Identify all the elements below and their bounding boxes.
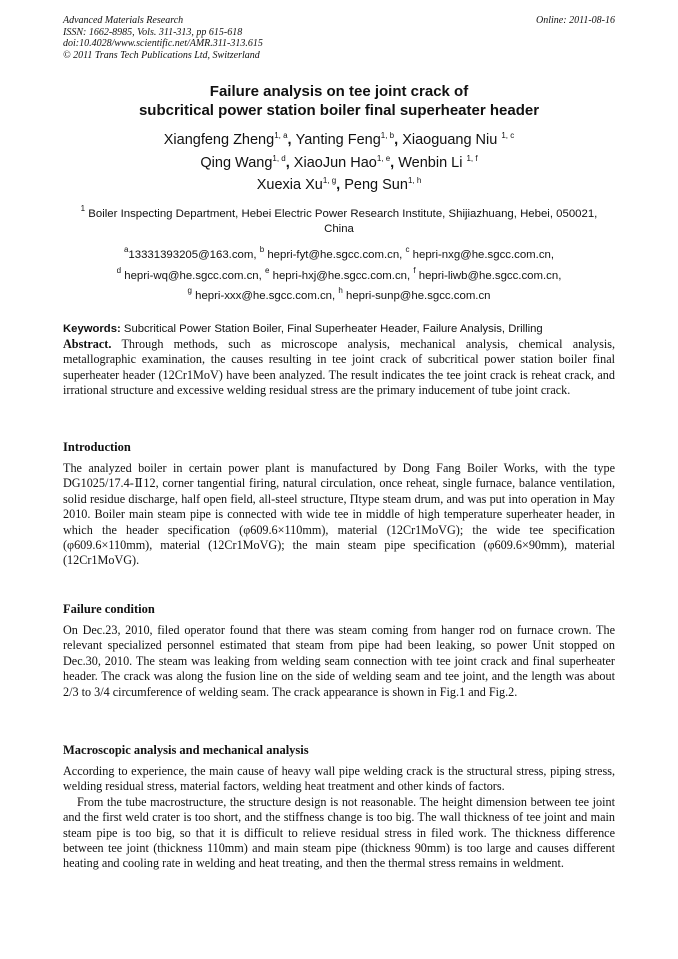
author-name: Xuexia Xu: [256, 177, 323, 193]
keywords-label: Keywords:: [63, 323, 121, 335]
email-sup: g: [187, 286, 192, 295]
section-heading-introduction: Introduction: [63, 440, 131, 454]
email-line-3: $^g$ hepri-xxx@he.sgcc.com.cn, $^h$ hepri-sunp@he.sgcc.com.cn: [187, 286, 491, 302]
author-line-3: Xuexia Xu$^{1, g}$, Peng Sun$^{1, h}$: [256, 176, 422, 193]
author-sup: 1, g: [322, 176, 337, 185]
introduction-text: The analyzed boiler in certain power plant is manufactured by Dong Fang Boiler Works, with the type DG1025/17.4-Ⅱ12, corner tangential firing, natural circulation, once reheat, single furnace, balance ventilation, solid residue discharge, half open field, all-steel structure, Πtype steam drum, and was put into operation in May 2010. Boiler main steam pipe is connected with wide tee in middle of high temperature superheater header, in which the header specification (φ609.6×110mm), material (12Cr1MoVG); the wide tee specification (φ609.6×110mm), material (12Cr1MoVG); the main steam pipe specification (φ609.6×90mm), material (12Cr1MoVG).: [63, 461, 615, 568]
abstract-label: Abstract.: [63, 337, 112, 351]
email-address[interactable]: hepri-liwb@he.sgcc.com.cn: [418, 269, 559, 282]
online-date: Online: 2011-08-16: [536, 15, 615, 26]
email-sup: b: [259, 245, 265, 254]
journal-doi[interactable]: doi:10.4028/www.scientific.net/AMR.311-313.615: [63, 38, 263, 50]
author-sup: 1, h: [407, 176, 422, 185]
section-heading-macro: Macroscopic analysis and mechanical analysis: [63, 743, 309, 757]
author-list: [40, 129, 638, 197]
keywords: [63, 322, 623, 336]
journal-issn: ISSN: 1662-8985, Vols. 311-313, pp 615-618: [63, 26, 243, 38]
email-sup: a: [123, 245, 129, 254]
author-sup: 1, f: [466, 153, 478, 163]
affiliation-sup: 1: [80, 204, 86, 213]
abstract-text: Through methods, such as microscope analysis, mechanical analysis, chemical analysis, metallographic examination, the causes resulting in tee joint crack of subcritical power station boiler final superheater header (12Cr1MoV) have been analyzed. The result indicates the tee joint crack is reheat crack, and irrational structure and excessive welding residual stress are the primary inducement of tube joint crack.: [63, 337, 616, 398]
email-list: [40, 245, 638, 307]
macro-text-1: According to experience, the main cause of heavy wall pipe welding crack is the structural stress, piping stress, welding residual stress, material factors, welding heat treatment and other kinds of factors.: [63, 764, 615, 794]
keywords-text: Subcritical Power Station Boiler, Final Superheater Header, Failure Analysis, Drilling: [123, 323, 543, 335]
email-address[interactable]: hepri-fyt@he.sgcc.com.cn: [267, 249, 400, 261]
email-sup: d: [116, 265, 122, 275]
paper-title: [40, 82, 638, 120]
section-heading-failure: Failure condition: [63, 602, 155, 616]
email-address[interactable]: hepri-xxx@he.sgcc.com.cn: [195, 290, 333, 302]
author-name: Yanting Feng: [295, 132, 381, 148]
author-name: Xiaoguang Niu: [402, 132, 502, 148]
failure-text: On Dec.23, 2010, filed operator found that there was steam coming from hanger rod on furnace crown. The relevant specialized personnel estimated that steam from pipe had been leaking, so power Unit stopped on Dec.30, 2010. The steam was leaking from welding seam connection with tee joint crack and final superheater header. The crack was along the fusion line on the side of welding seam and tee joint, and the length was about 2/3 to 3/4 circumference of welding seam. The crack appearance is shown in Fig.1 and Fig.2.: [63, 623, 615, 699]
author-line-1: Xiangfeng Zheng$^{1, a}$, Yanting Feng$^{1, b}$, Xiaoguang Niu $^{1, c}$: [163, 131, 515, 148]
author-name: Qing Wang: [200, 154, 273, 171]
author-sup: 1, e: [376, 153, 391, 163]
email-address[interactable]: hepri-sunp@he.sgcc.com.cn: [345, 290, 491, 302]
email-address[interactable]: hepri-nxg@he.sgcc.com.cn: [412, 249, 551, 261]
email-line-2: $^d$ hepri-wq@he.sgcc.com.cn, $^e$ hepri-hxj@he.sgcc.com.cn, $^f$ hepri-liwb@he.sgcc.com.cn,: [116, 265, 562, 282]
email-sup: f: [413, 265, 416, 275]
email-address[interactable]: hepri-wq@he.sgcc.com.cn: [124, 269, 259, 282]
email-sup: e: [264, 265, 270, 275]
affiliation: [70, 204, 608, 236]
introduction-paragraph: [63, 461, 615, 569]
author-sup: 1, b: [380, 131, 395, 140]
title-line-2: subcritical power station boiler final superheater header: [138, 102, 540, 119]
title-line-1: Failure analysis on tee joint crack of: [209, 83, 469, 100]
journal-name: Advanced Materials Research: [63, 15, 184, 26]
journal-copyright: © 2011 Trans Tech Publications Ltd, Switzerland: [63, 49, 260, 61]
author-name: Peng Sun: [344, 177, 408, 193]
author-name: XiaoJun Hao: [293, 154, 377, 171]
failure-paragraph: [63, 623, 615, 700]
journal-header: [63, 15, 393, 61]
author-line-2: Qing Wang$^{1, d}$, XiaoJun Hao$^{1, e}$, Wenbin Li $^{1, f}$: [200, 153, 478, 171]
author-name: Wenbin Li: [398, 154, 467, 171]
author-name: Xiangfeng Zheng: [163, 132, 275, 148]
author-sup: 1, d: [272, 153, 286, 163]
email-address[interactable]: hepri-hxj@he.sgcc.com.cn: [272, 269, 407, 282]
email-sup: h: [338, 286, 343, 295]
abstract: [63, 337, 615, 399]
author-sup: 1, a: [274, 131, 288, 140]
macro-text-2: From the tube macrostructure, the structure design is not reasonable. The height dimension between tee joint and the first weld crater is too short, and the stiffness change is too big. The wall thickness of tee joint and main steam pipe is too big, so that it is difficult to relieve residual stress in filed work. The thickness difference between tee joint (thickness 110mm) and main steam pipe (thickness 90mm) is too large and causes different heating and cooling rate in welding and heat treating, and then the thermal stress remains in weldment.: [63, 794, 615, 871]
affiliation-text: Boiler Inspecting Department, Hebei Electric Power Research Institute, Shijiazhuang, Hebei, 050021, China: [88, 208, 598, 235]
email-address[interactable]: 13331393205@163.com: [128, 249, 254, 261]
email-line-1: $^a$13331393205@163.com, $^b$ hepri-fyt@he.sgcc.com.cn, $^c$ hepri-nxg@he.sgcc.com.cn,: [123, 245, 555, 261]
macro-paragraphs: [63, 764, 615, 872]
email-sup: c: [405, 245, 410, 254]
author-sup: 1, c: [501, 131, 515, 140]
